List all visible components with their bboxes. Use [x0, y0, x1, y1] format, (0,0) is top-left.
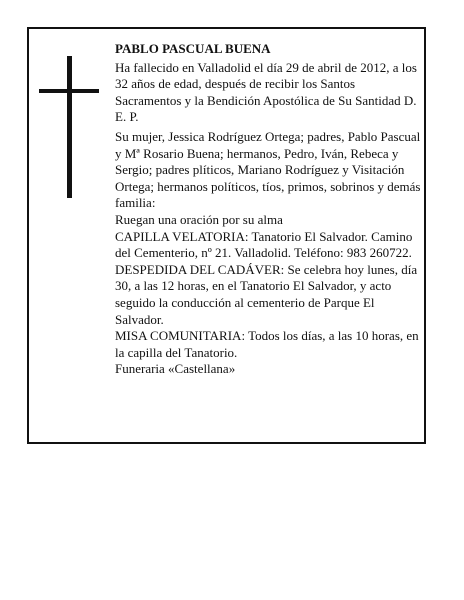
community-mass-info: MISA COMUNITARIA: Todos los días, a las 10 horas, en la capilla del Tanatorio.	[115, 328, 419, 360]
deceased-name: PABLO PASCUAL BUENA	[115, 41, 271, 56]
funeral-home: Funeraria «Castellana»	[115, 361, 236, 377]
farewell-ceremony-info: DESPEDIDA DEL CADÁVER: Se celebra hoy lunes, día 30, a las 12 horas, en el Tanatorio El Salvador, y acto seguido la conducción al cementerio de Parque El Salvador.	[115, 261, 418, 327]
prayer-request: Ruegan una oración por su alma	[115, 211, 283, 227]
cross-horizontal-bar	[39, 89, 99, 93]
family-list: Su mujer, Jessica Rodríguez Ortega; padres, Pablo Pascual y Mª Rosario Buena; hermanos, Pedro, Iván, Rebeca y Sergio; padres plíticos, Mariano Rodríguez y Visitación Ortega; hermanos políticos, tíos, primos, sobrinos y demás familia:	[115, 128, 421, 211]
cross-icon	[39, 56, 99, 198]
cross-vertical-bar	[67, 56, 72, 198]
death-announcement: Ha fallecido en Valladolid el día 29 de abril de 2012, a los 32 años de edad, después de recibir los Santos Sacramentos y la Bendición Apostólica de Su Santidad D. E. P.	[115, 59, 417, 125]
obituary-notice	[27, 27, 426, 444]
obituary-text	[115, 41, 423, 378]
funeral-chapel-info: CAPILLA VELATORIA: Tanatorio El Salvador. Camino del Cementerio, nº 21. Valladolid. Teléfono: 983 260722.	[115, 228, 413, 261]
